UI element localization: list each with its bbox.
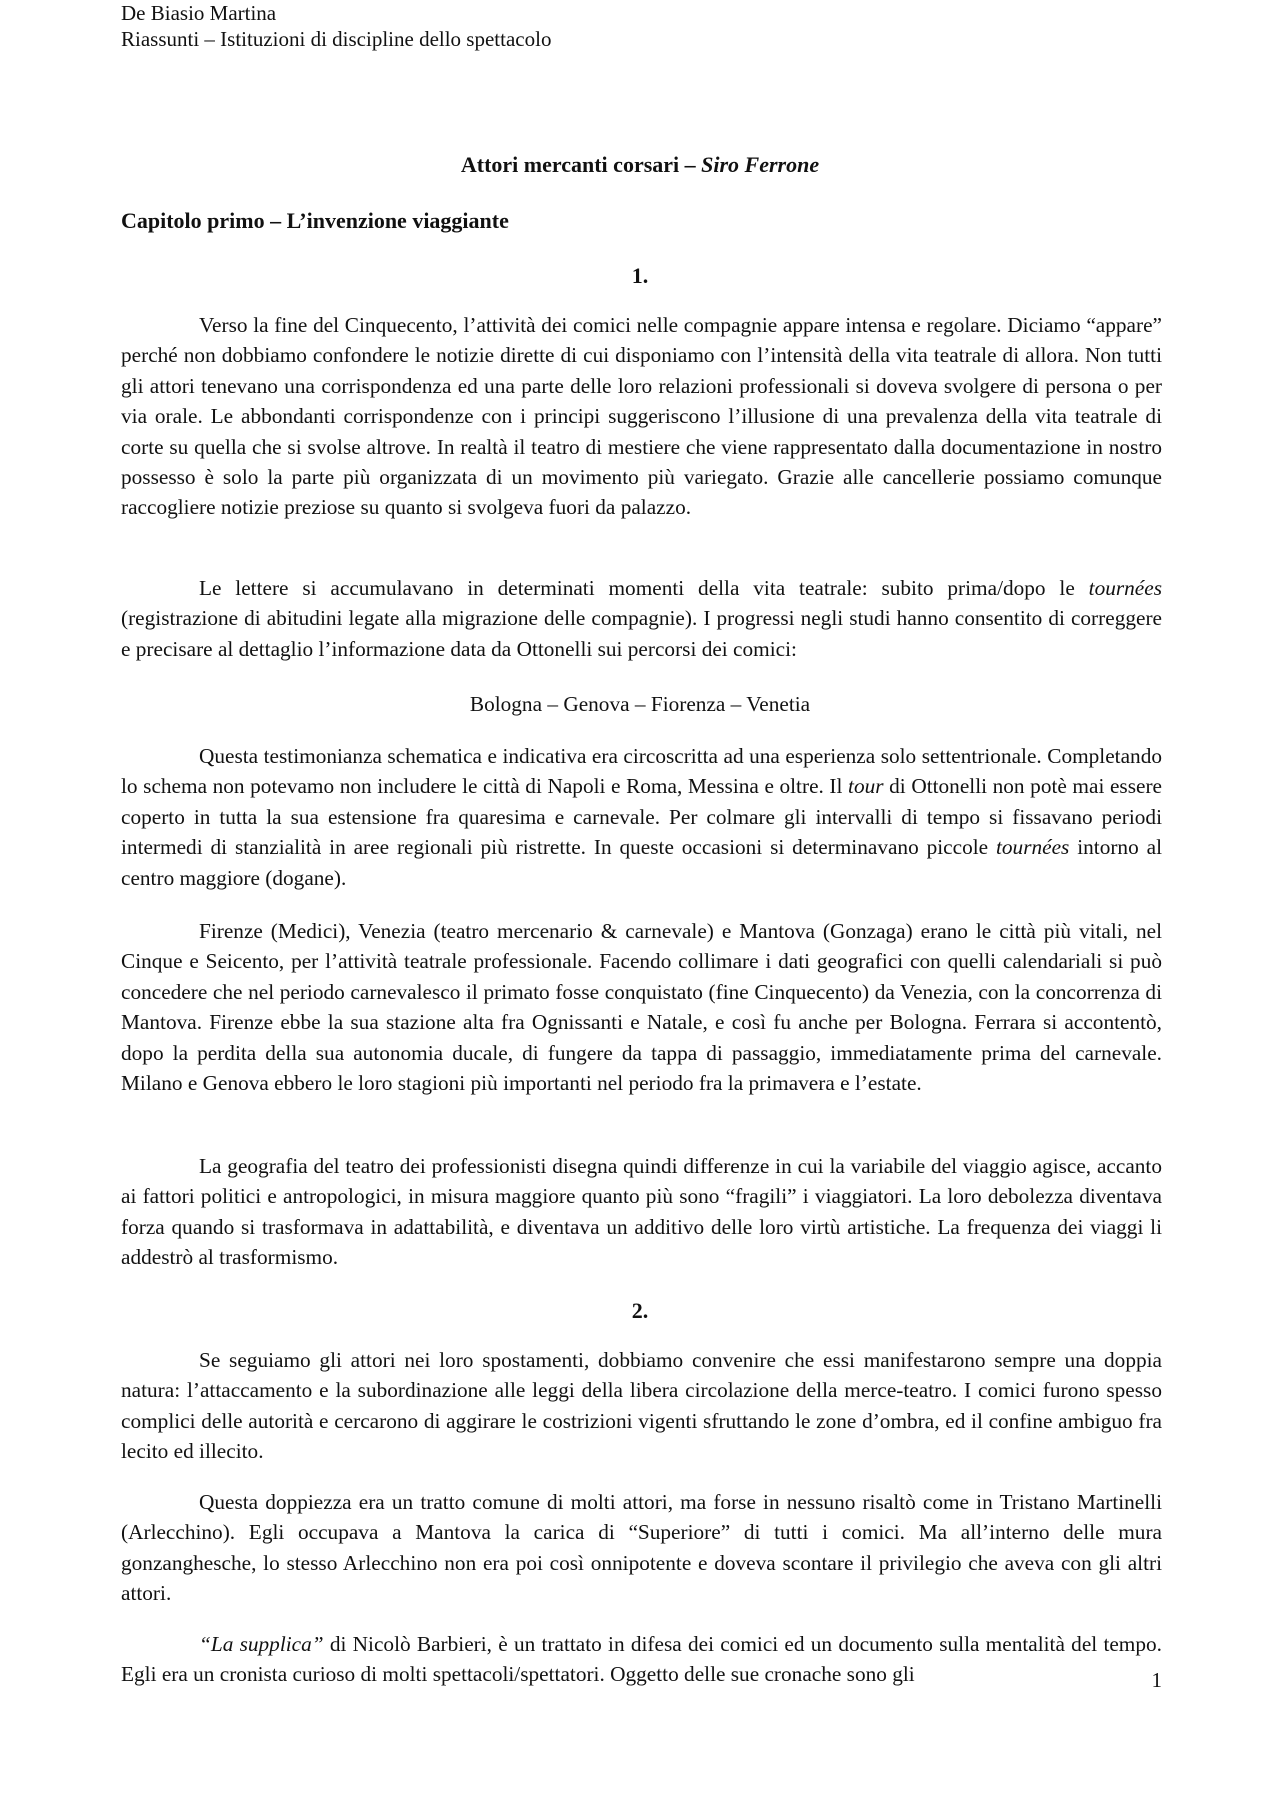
paragraph-3-text-c: intorno al centro maggiore (dogane). <box>121 835 1162 890</box>
paragraph-2-text-b: (registrazione di abitudini legate alla migrazione delle compagnie). I progressi negli studi hanno consentito di correggere e precisare al dettaglio l’informazione data da Ottonelli sui percorsi dei comici: <box>121 606 1162 661</box>
paragraph-8-text: di Nicolò Barbieri, è un trattato in difesa dei comici ed un documento sulla mentalità del tempo. Egli era un cronista curioso di molti spettacoli/spettatori. Oggetto delle sue cronache sono gli <box>121 1632 1162 1687</box>
title-author: Siro Ferrone <box>701 152 820 177</box>
paragraph-3-text-a: Questa testimonianza schematica e indicativa era circoscritta ad una esperienza solo settentrionale. Completando lo schema non potevamo non includere le città di Napoli e Roma, Messina e oltre. Il <box>121 744 1162 799</box>
paragraph-8-italic: “La supplica” <box>199 1632 324 1656</box>
paragraph-8 <box>121 1629 1162 1690</box>
paragraph-3-italic-2: tournées <box>995 835 1070 860</box>
title-main: Attori mercanti corsari – <box>460 152 702 177</box>
document-title <box>0 151 1280 179</box>
paragraph-5: La geografia del teatro dei professionisti disegna quindi differenze in cui la variabile del viaggio agisce, accanto ai fattori politici e antropologici, in misura maggiore quanto più sono “fragili” i viaggiatori. La loro debolezza diventava forza quando si trasformava in adattabilità, e diventava un additivo delle loro virtù artistiche. La frequenza dei viaggi li addestrò al trasformismo. <box>121 1154 1162 1270</box>
route-line: Bologna – Genova – Fiorenza – Venetia <box>469 692 811 716</box>
paragraph-2-italic: tournées <box>1088 576 1162 600</box>
page-header <box>121 0 551 52</box>
paragraph-3 <box>121 741 1162 893</box>
paragraph-2-text-a: Le lettere si accumulavano in determinati momenti della vita teatrale: subito prima/dopo le <box>199 576 1089 600</box>
paragraph-4: Firenze (Medici), Venezia (teatro mercenario & carnevale) e Mantova (Gonzaga) erano le città più vitali, nel Cinque e Seicento, per l’attività teatrale professionale. Facendo collimare i dati geografici con quelli calendariali si può concedere che nel periodo carnevalesco il primato fosse conquistato (fine Cinquecento) da Venezia, con la concorrenza di Mantova. Firenze ebbe la sua stazione alta fra Ognissanti e Natale, e così fu anche per Bologna. Ferrara si accontentò, dopo la perdita della sua autonomia ducale, di fungere da tappa di passaggio, immediatamente prima del carnevale. Milano e Genova ebbero le loro stagioni più importanti nel periodo fra la primavera e l’estate. <box>121 919 1162 1096</box>
chapter-heading: Capitolo primo – L’invenzione viaggiante <box>121 208 509 233</box>
paragraph-3-italic-1: tour <box>848 774 884 799</box>
header-subtitle: Riassunti – Istituzioni di discipline dello spettacolo <box>121 27 552 51</box>
paragraph-1: Verso la fine del Cinquecento, l’attività dei comici nelle compagnie appare intensa e regolare. Diciamo “appare” perché non dobbiamo confondere le notizie dirette di cui disponiamo con l’intensità della vita teatrale di allora. Non tutti gli attori tenevano una corrispondenza ed una parte delle loro relazioni professionali si doveva svolgere di persona o per via orale. Le abbondanti corrispondenze con i principi suggeriscono l’illusione di una prevalenza della vita teatrale di corte su quella che si svolse altrove. In realtà il teatro di mestiere che viene rappresentato dalla documentazione in nostro possesso è solo la parte più organizzata di un movimento più variegato. Grazie alle cancellerie possiamo comunque raccogliere notizie preziose su quanto si svolgeva fuori da palazzo. <box>121 313 1162 520</box>
paragraph-7: Questa doppiezza era un tratto comune di molti attori, ma forse in nessuno risaltò come in Tristano Martinelli (Arlecchino). Egli occupava a Mantova la carica di “Superiore” di tutti i comici. Ma all’interno delle mura gonzanghesche, lo stesso Arlecchino non era poi così onnipotente e doveva scontare il privilegio che aveva con gli altri attori. <box>121 1490 1162 1606</box>
page-number: 1 <box>1151 1668 1162 1692</box>
section-heading-2: 2. <box>631 1298 649 1323</box>
paragraph-2 <box>121 573 1162 664</box>
paragraph-6: Se seguiamo gli attori nei loro spostamenti, dobbiamo convenire che essi manifestarono sempre una doppia natura: l’attaccamento e la subordinazione alle leggi della libera circolazione della merce-teatro. I comici furono spesso complici delle autorità e cercarono di aggirare le costrizioni vigenti sfruttando le zone d’ombra, ed il confine ambiguo fra lecito ed illecito. <box>121 1348 1162 1464</box>
header-author: De Biasio Martina <box>121 1 277 25</box>
section-heading-1: 1. <box>631 263 649 288</box>
paragraph-3-text-b: di Ottonelli non potè mai essere coperto in tutta la sua estensione fra quaresima e carnevale. Per colmare gli intervalli di tempo si fissavano periodi intermedi di stanzialità in aree regionali più ristrette. In queste occasioni si determinavano piccole <box>121 774 1162 860</box>
